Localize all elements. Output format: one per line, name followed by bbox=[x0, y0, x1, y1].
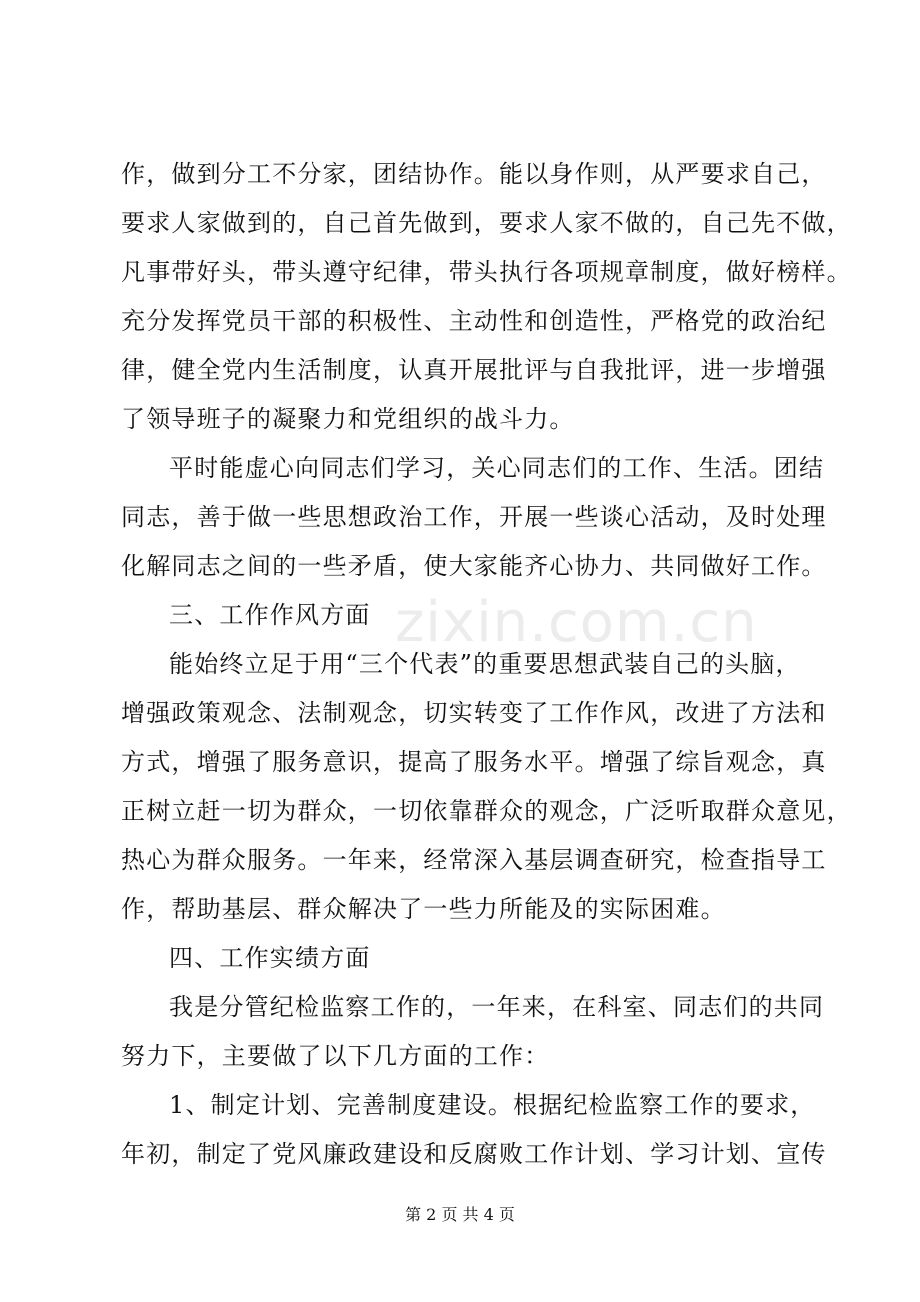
text-line-14: 正树立赶一切为群众，一切依靠群众的观念，广泛听取群众意见， bbox=[121, 797, 852, 825]
text-line-5: 律，健全党内生活制度，认真开展批评与自我批评，进一步增强 bbox=[121, 356, 827, 384]
section-heading-4: 四、工作实绩方面 bbox=[169, 944, 371, 972]
text-line-13: 方式，增强了服务意识，提高了服务水平。增强了综旨观念，真 bbox=[121, 748, 827, 776]
body-text bbox=[121, 150, 852, 1179]
watermark: zixin.com.cn bbox=[395, 590, 758, 655]
text-line-6: 了领导班子的凝聚力和党组织的战斗力。 bbox=[121, 405, 575, 433]
text-line-12: 增强政策观念、法制观念，切实转变了工作作风，改进了方法和 bbox=[121, 699, 827, 727]
text-line-3: 凡事带好头，带头遵守纪律，带头执行各项规章制度，做好榜样。 bbox=[121, 258, 852, 286]
text-line-9: 化解同志之间的一些矛盾，使大家能齐心协力、共同做好工作。 bbox=[121, 552, 827, 580]
paragraph-start-line: 能始终立足于用“三个代表”的重要思想武装自己的头脑， bbox=[169, 650, 801, 678]
text-line-16: 作，帮助基层、群众解决了一些力所能及的实际困难。 bbox=[121, 895, 726, 923]
text-line-1: 作，做到分工不分家，团结协作。能以身作则，从严要求自己， bbox=[121, 160, 827, 188]
section-heading-3: 三、工作作风方面 bbox=[169, 601, 371, 629]
paragraph-start-line: 1、制定计划、完善制度建设。根据纪检监察工作的要求， bbox=[169, 1091, 816, 1119]
page-footer: 第 2 页 共 4 页 bbox=[405, 1205, 515, 1224]
text-line-4: 充分发挥党员干部的积极性、主动性和创造性，严格党的政治纪 bbox=[121, 307, 827, 335]
text-line-19: 努力下，主要做了以下几方面的工作： bbox=[121, 1042, 550, 1070]
text-line-15: 热心为群众服务。一年来，经常深入基层调查研究，检查指导工 bbox=[121, 846, 827, 874]
paragraph-start-line: 平时能虚心向同志们学习，关心同志们的工作、生活。团结 bbox=[169, 454, 825, 482]
text-line-21: 年初，制定了党风廉政建设和反腐败工作计划、学习计划、宣传 bbox=[121, 1140, 827, 1168]
paragraph-start-line: 我是分管纪检监察工作的，一年来，在科室、同志们的共同 bbox=[169, 993, 825, 1021]
text-line-8: 同志，善于做一些思想政治工作，开展一些谈心活动，及时处理 bbox=[121, 503, 827, 531]
text-line-2: 要求人家做到的，自己首先做到，要求人家不做的，自己先不做， bbox=[121, 209, 852, 237]
